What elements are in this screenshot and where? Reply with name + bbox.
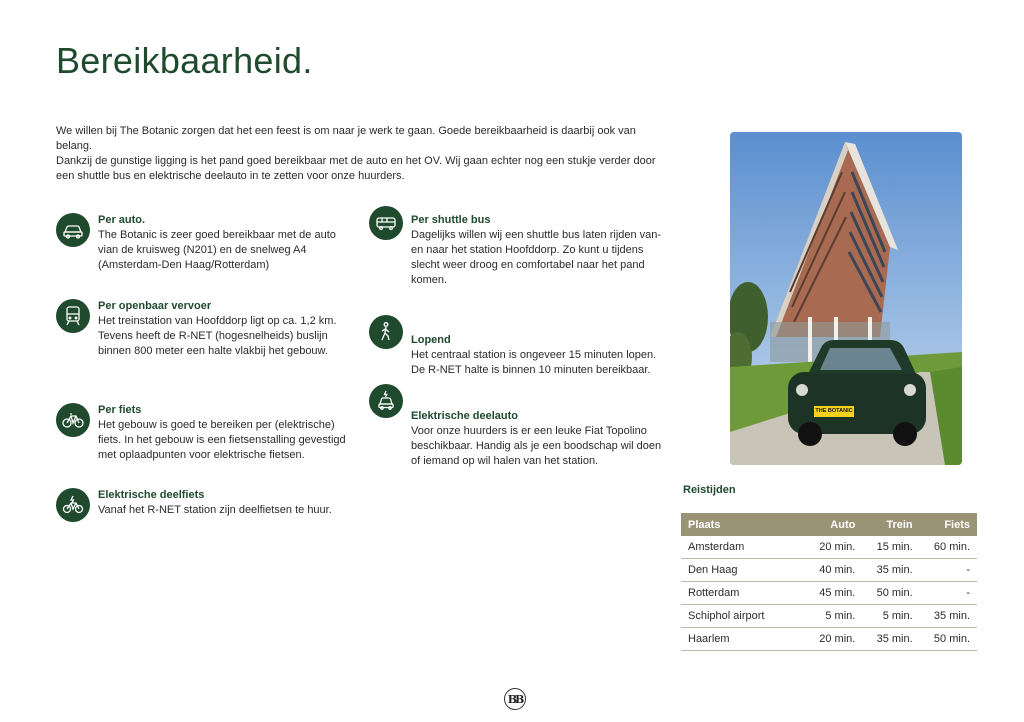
train-icon — [56, 299, 90, 333]
e-bike-icon — [56, 488, 90, 522]
feature-text: Voor onze huurders is er een leuke Fiat Topolino beschikbaar. Handig als je een boodschap wil doen of iemand op wil halen van het station. — [411, 425, 662, 467]
table-cell: 60 min. — [920, 536, 977, 559]
walking-icon — [369, 315, 403, 349]
intro-paragraph-2: Dankzij de gunstige ligging is het pand goed bereikbaar met de auto en het OV. Wij gaan echter nog een stukje verder door een shuttle bus en elektrische deelauto in te zetten voor onze huurders. — [56, 155, 656, 182]
table-cell: 45 min. — [805, 582, 862, 605]
feature-title: Per shuttle bus — [411, 214, 491, 226]
reistijden-title: Reistijden — [683, 484, 736, 496]
table-row — [681, 628, 977, 651]
intro-text — [56, 124, 668, 184]
table-cell: Rotterdam — [681, 582, 805, 605]
table-cell: 50 min. — [920, 628, 977, 651]
table-row — [681, 559, 977, 582]
table-cell: 20 min. — [805, 628, 862, 651]
feature-text: Het centraal station is ongeveer 15 minuten lopen. De R-NET halte is binnen 10 minuten bereikbaar. — [411, 349, 657, 376]
table-cell: 5 min. — [805, 605, 862, 628]
license-plate-text: THE BOTANIC — [815, 408, 853, 414]
table-cell: 35 min. — [862, 628, 919, 651]
electric-car-icon — [369, 384, 403, 418]
column-header: Fiets — [920, 513, 977, 536]
table-cell: 50 min. — [862, 582, 919, 605]
feature-title: Lopend — [411, 334, 451, 346]
feature-title: Per openbaar vervoer — [98, 300, 212, 312]
botanic-logo: BB — [504, 688, 526, 710]
table-cell: Den Haag — [681, 559, 805, 582]
feature-text: Het gebouw is goed te bereiken per (elektrische) fiets. In het gebouw is een fietsenstalling gevestigd met oplaadpunten voor elektrische fietsen. — [98, 419, 346, 461]
page-title: Bereikbaarheid. — [56, 40, 313, 81]
feature-title: Per fiets — [98, 404, 142, 416]
feature-title: Elektrische deelfiets — [98, 489, 205, 501]
building-photo — [730, 132, 962, 465]
bus-icon — [369, 206, 403, 240]
feature-text: Dagelijks willen wij een shuttle bus laten rijden van- en naar het station Hoofddorp. Zo kunt u tijdens slecht weer droog en comfortabel naar het pand komen. — [411, 229, 662, 286]
table-cell: 5 min. — [862, 605, 919, 628]
column-header: Trein — [862, 513, 919, 536]
table-cell: 35 min. — [862, 559, 919, 582]
feature-title: Elektrische deelauto — [411, 410, 518, 422]
feature-text: Vanaf het R-NET station zijn deelfietsen te huur. — [98, 504, 332, 516]
car-icon — [56, 213, 90, 247]
table-header-row — [681, 513, 977, 536]
table-cell: Amsterdam — [681, 536, 805, 559]
column-header: Auto — [805, 513, 862, 536]
bicycle-icon — [56, 403, 90, 437]
feature-text: The Botanic is zeer goed bereikbaar met de auto vian de kruisweg (N201) en de snelweg A4 (Amsterdam-Den Haag/Rotterdam) — [98, 229, 336, 271]
table-row — [681, 582, 977, 605]
table-cell: 35 min. — [920, 605, 977, 628]
table-cell: 20 min. — [805, 536, 862, 559]
table-cell: - — [920, 582, 977, 605]
table-cell: Schiphol airport — [681, 605, 805, 628]
intro-paragraph-1: We willen bij The Botanic zorgen dat het een feest is om naar je werk te gaan. Goede bereikbaarheid is daarbij ook van belang. — [56, 125, 636, 152]
table-row — [681, 536, 977, 559]
column-header: Plaats — [681, 513, 805, 536]
feature-text: Het treinstation van Hoofddorp ligt op ca. 1,2 km. Tevens heeft de R-NET (hogesnelheids) buslijn binnen 800 meter een halte vlakbij het gebouw. — [98, 315, 337, 357]
table-cell: 40 min. — [805, 559, 862, 582]
feature-title: Per auto. — [98, 214, 146, 226]
table-row — [681, 605, 977, 628]
table-cell: Haarlem — [681, 628, 805, 651]
table-cell: 15 min. — [862, 536, 919, 559]
table-cell: - — [920, 559, 977, 582]
reistijden-table — [681, 513, 977, 651]
